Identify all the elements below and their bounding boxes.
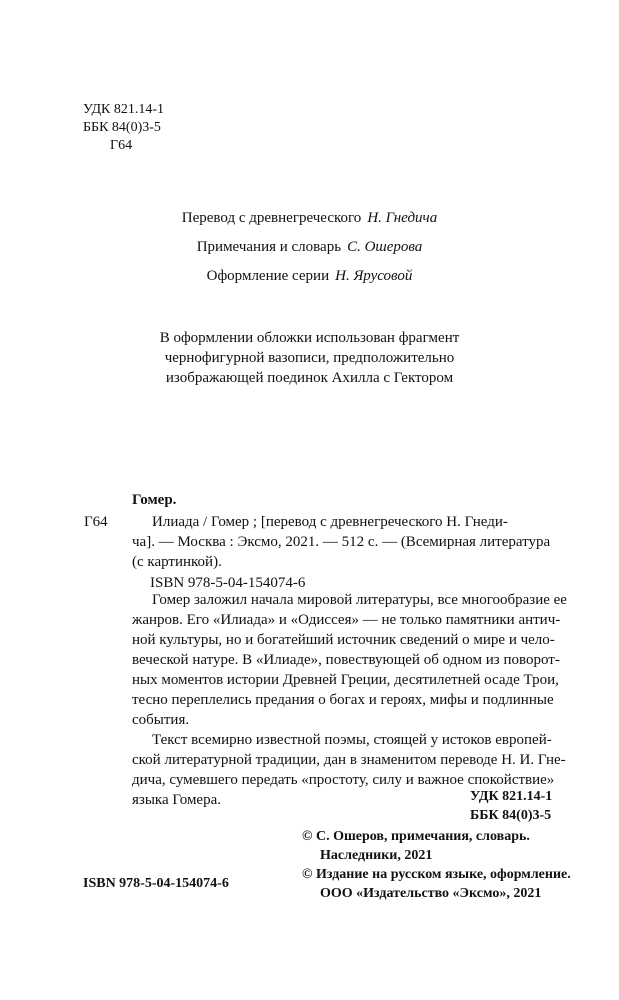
credit-label: Примечания и словарь bbox=[196, 239, 342, 255]
abstract-line: жанров. Его «Илиада» и «Одиссея» — не только памятники антич- bbox=[132, 612, 561, 628]
credit-translation bbox=[0, 209, 619, 227]
classification-codes-top bbox=[83, 101, 203, 155]
catalog-margin-code: Г64 bbox=[84, 514, 108, 530]
abstract-line: веческой натуре. В «Илиаде», повествующей об одном из поворот- bbox=[132, 652, 560, 668]
cover-note-line: изображающей поединок Ахилла с Гектором bbox=[165, 370, 454, 386]
bib-line: (с картинкой). bbox=[132, 554, 222, 570]
credit-person: Н. Гнедича bbox=[367, 210, 438, 226]
bib-line: ча]. — Москва : Эксмо, 2021. — 512 с. — (Всемирная литература bbox=[132, 534, 551, 550]
copyright-notice bbox=[302, 827, 571, 903]
cover-note bbox=[0, 328, 619, 388]
credit-person: Н. Ярусовой bbox=[335, 268, 413, 284]
bbk-code: ББК 84(0)3-5 bbox=[83, 120, 161, 135]
credit-design bbox=[0, 267, 619, 285]
credit-label: Перевод с древнегреческого bbox=[181, 210, 362, 226]
author-mark-code: Г64 bbox=[110, 138, 133, 153]
abstract-line: дича, сумевшего передать «простоту, силу и важное спокойствие» bbox=[132, 772, 555, 788]
abstract-line: ных моментов истории Древней Греции, десятилетней осаде Трои, bbox=[132, 672, 559, 688]
copyright-line: © С. Ошеров, примечания, словарь. bbox=[302, 829, 530, 844]
bbk-code: ББК 84(0)3-5 bbox=[470, 808, 552, 823]
isbn-bottom: ISBN 978-5-04-154074-6 bbox=[83, 876, 229, 891]
abstract-line: тесно переплелись предания о богах и героях, мифы и подлинные bbox=[132, 692, 554, 708]
udk-code: УДК 821.14-1 bbox=[83, 102, 165, 117]
credit-notes bbox=[0, 238, 619, 256]
catalog-author: Гомер. bbox=[132, 492, 177, 508]
credit-label: Оформление серии bbox=[206, 268, 330, 284]
classification-codes-bottom bbox=[470, 787, 552, 825]
abstract-line: ной культуры, но и богатейший источник сведений о мире и чело- bbox=[132, 632, 555, 648]
copyright-line: ООО «Издательство «Эксмо», 2021 bbox=[320, 886, 542, 901]
credit-person: С. Ошерова bbox=[347, 239, 423, 255]
udk-code: УДК 821.14-1 bbox=[470, 789, 553, 804]
abstract-line: Гомер заложил начала мировой литературы, все многообразие ее bbox=[152, 592, 567, 608]
cover-note-line: чернофигурной вазописи, предположительно bbox=[164, 350, 455, 366]
copyright-line: © Издание на русском языке, оформление. bbox=[302, 867, 571, 882]
copyright-line: Наследники, 2021 bbox=[320, 848, 433, 863]
abstract-line: события. bbox=[132, 712, 190, 728]
catalog-isbn: ISBN 978-5-04-154074-6 bbox=[150, 575, 306, 591]
abstract-line: ской литературной традиции, дан в знаменитом переводе Н. И. Гне- bbox=[132, 752, 566, 768]
cover-note-line: В оформлении обложки использован фрагмент bbox=[159, 330, 460, 346]
bib-line: Илиада / Гомер ; [перевод с древнегреческого Н. Гнеди- bbox=[152, 514, 508, 530]
abstract-line: Текст всемирно известной поэмы, стоящей у истоков европей- bbox=[152, 732, 552, 748]
catalog-bibliographic-record bbox=[132, 512, 586, 572]
abstract-line: языка Гомера. bbox=[132, 792, 221, 808]
abstract bbox=[132, 590, 586, 810]
